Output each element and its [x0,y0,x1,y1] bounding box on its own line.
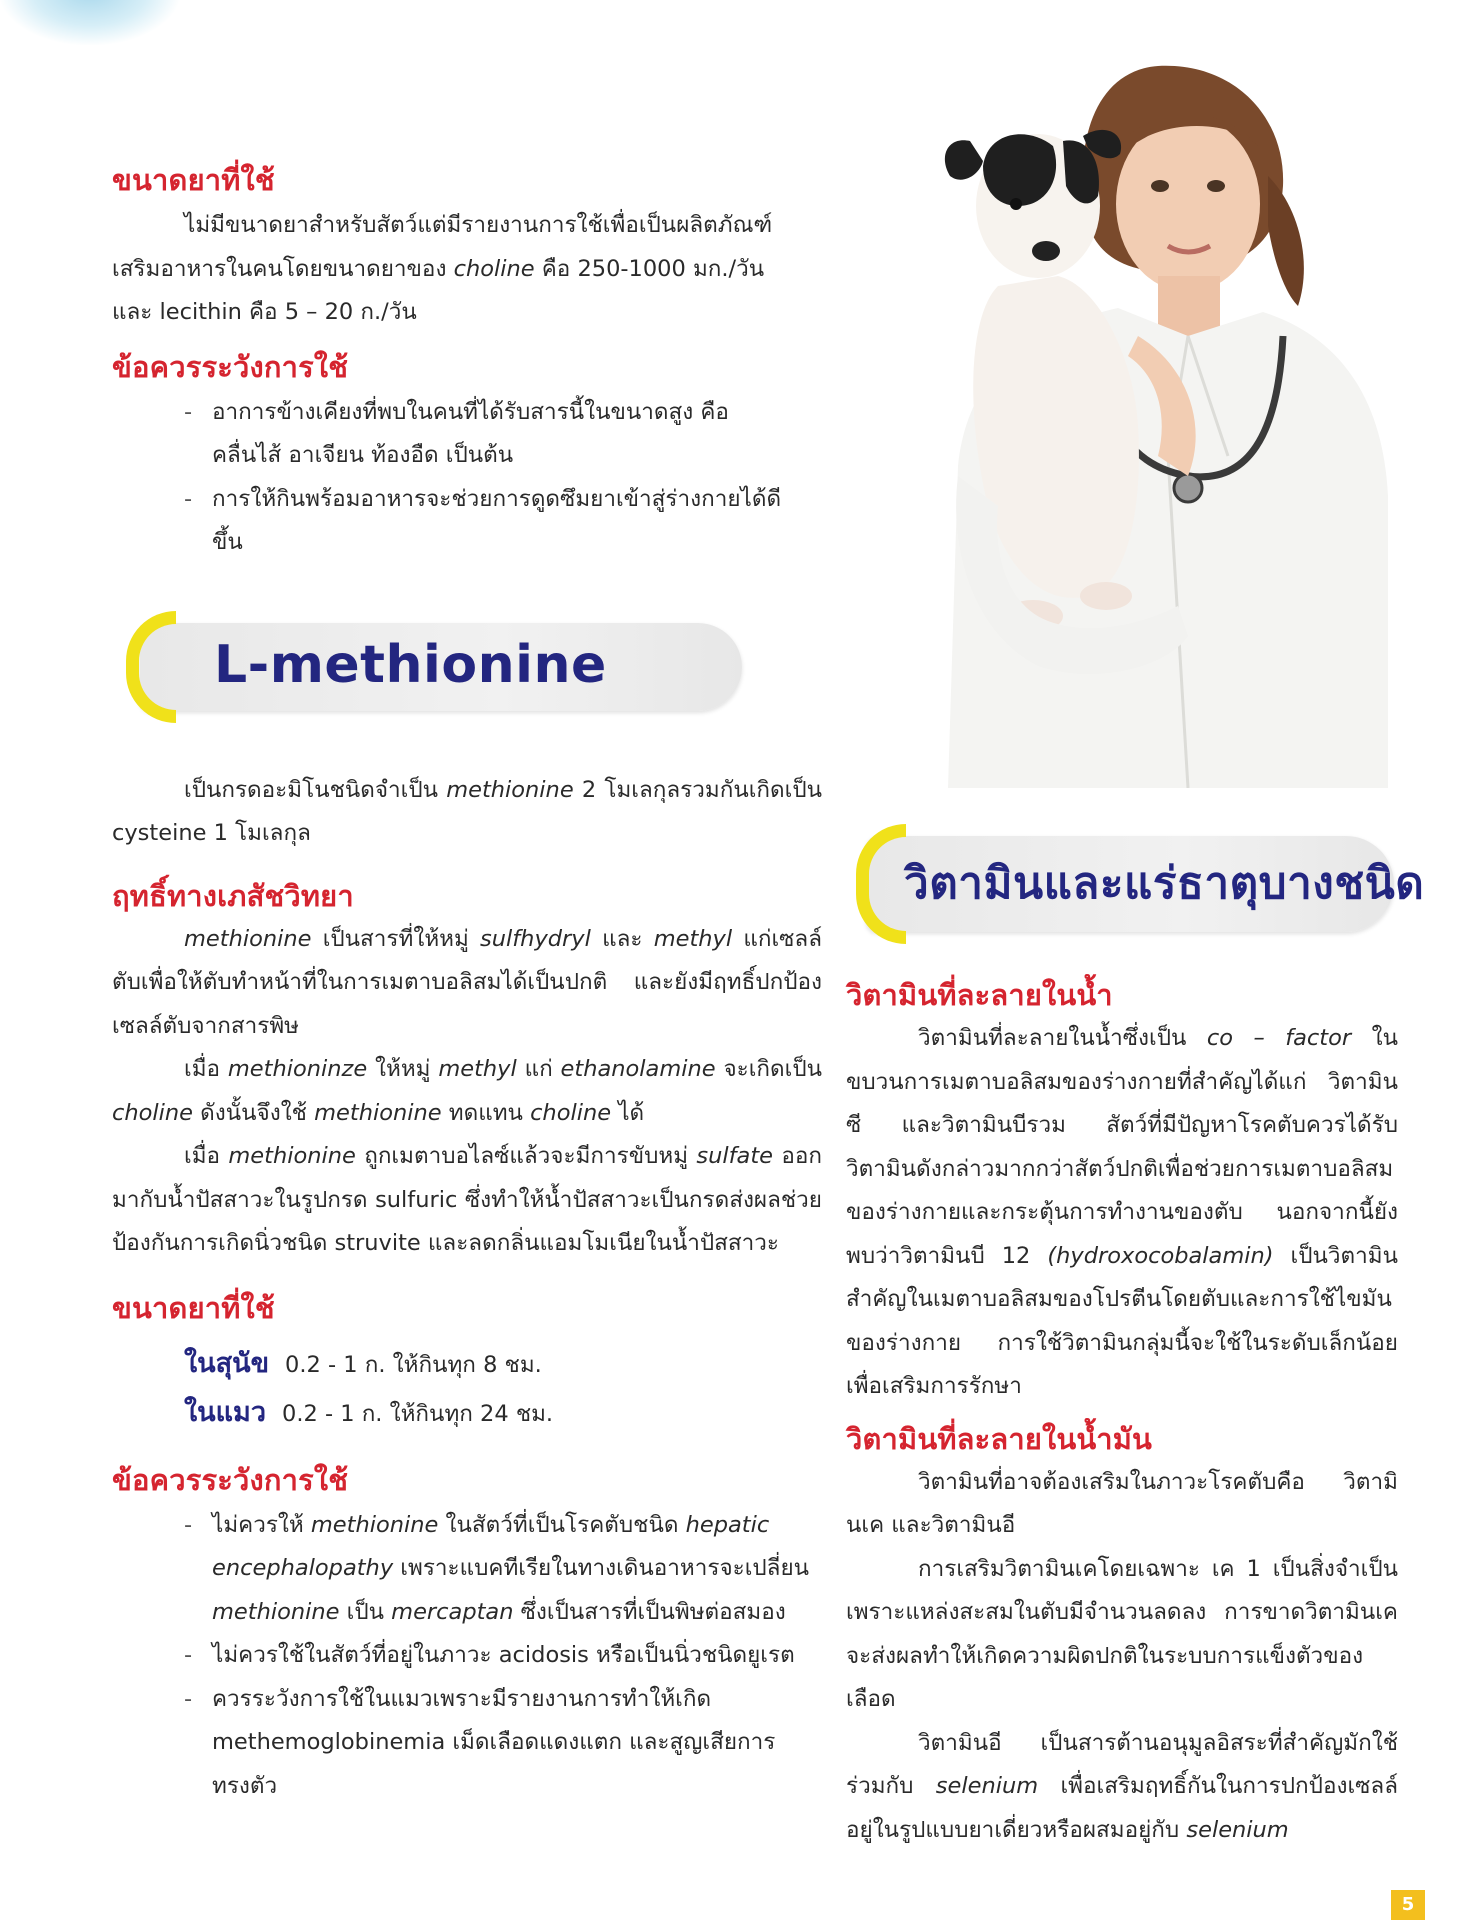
water-soluble-text: วิตามินที่ละลายในน้ำซึ่งเป็น co – factor ในขบวนการเมตาบอลิสมของร่างกายที่สำคัญได้แก่ วิตามินซี และวิตามินบีรวม สัตว์ที่มีปัญหาโรคตับควรได้รับวิตามินดังกล่าวมากกว่าสัตว์ปกติเพื่อช่วยการเมตาบอลิสมของร่างกายและกระตุ้นการทำงานของตับ นอกจากนี้ยังพบว่าวิตามินบี 12 (hydroxocobalamin) เป็นวิตามินสำคัญในเมตาบอลิสมของโปรตีนโดยตับและการใช้ไขมันของร่างกาย การใช้วิตามินกลุ่มนี้จะใช้ในระดับเล็กน้อยเพื่อเสริมการรักษา [846,1025,1398,1399]
methionine-title: L-methionine [214,634,607,695]
water-soluble-heading: วิตามินที่ละลายในน้ำ [846,978,1113,1012]
methionine-banner [110,605,742,727]
list-item: - ควรระวังการใช้ในแมวเพราะมีรายงานการทำให้เกิด methemoglobinemia เม็ดเลือดแดงแตก และสูญเสียการทรงตัว [184,1678,822,1809]
fat-soluble-para-2: การเสริมวิตามินเคโดยเฉพาะ เค 1 เป็นสิ่งจำเป็น เพราะแหล่งสะสมในตับมีจำนวนลดลง การขาดวิตามินเคจะส่งผลทำให้เกิดความผิดปกติในระบบการแข็งตัวของเลือด [846,1555,1398,1712]
dosage-text: ไม่มีขนาดยาสำหรับสัตว์แต่มีรายงานการใช้เพื่อเป็นผลิตภัณฑ์ เสริมอาหารในคนโดยขนาดยาของ choline คือ 250-1000 มก./วัน และ lecithin คือ 5 – 20 ก./วัน [112,212,773,325]
pharmacology-para-2: เมื่อ methioninze ให้หมู่ methyl แก่ ethanolamine จะเกิดเป็น choline ดังนั้นจึงใช้ methionine ทดแทน choline ได้ [112,1056,822,1126]
pharmacology-heading: ฤทธิ์ทางเภสัชวิทยา [112,878,354,913]
methionine-caution-list [112,1504,822,1809]
veterinarian-with-puppy-photo [888,36,1388,788]
vitamins-title: วิตามินและแร่ธาตุบางชนิด [904,858,1425,909]
caution-list [112,391,804,565]
methionine-intro: เป็นกรดอะมิโนชนิดจำเป็น methionine 2 โมเลกุลรวมกันเกิดเป็น cysteine 1 โมเลกุล [112,776,822,846]
cat-label: ในแมว [184,1396,267,1428]
dosage-heading: ขนาดยาที่ใช้ [112,163,275,197]
fat-soluble-para-3: วิตามินอี เป็นสารต้านอนุมูลอิสระที่สำคัญมักใช้ร่วมกับ selenium เพื่อเสริมฤทธิ์กันในการปกป้องเซลล์ อยู่ในรูปแบบยาเดี่ยวหรือผสมอยู่กับ selenium [846,1729,1398,1843]
pharmacology-para-1: methionine เป็นสารที่ให้หมู่ sulfhydryl และ methyl แก่เซลล์ตับเพื่อให้ตับทำหน้าที่ในการเมตาบอลิสมได้เป็นปกติ และยังมีฤทธิ์ปกป้องเซลล์ตับจากสารพิษ [112,925,822,1039]
page-number: 5 [1391,1890,1425,1920]
right-column [846,975,1398,1852]
dog-label: ในสุนัข [184,1347,270,1379]
list-item: - อาการข้างเคียงที่พบในคนที่ได้รับสารนี้ในขนาดสูง คือ คลื่นไส้ อาเจียน ท้องอืด เป็นต้น [184,391,804,478]
dog-dose: 0.2 - 1 ก. ให้กินทุก 8 ชม. [285,1351,542,1378]
list-item: - ไม่ควรใช้ในสัตว์ที่อยู่ในภาวะ acidosis หรือเป็นนิ่วชนิดยูเรต [184,1634,822,1678]
left-column [112,160,822,1808]
fat-soluble-para-1: วิตามินที่อาจต้องเสริมในภาวะโรคตับคือ วิตามินเค และวิตามินอี [846,1468,1398,1538]
banner-bracket-left [856,824,906,944]
pharmacology-para-3: เมื่อ methionine ถูกเมตาบอไลซ์แล้วจะมีการขับหมู่ sulfate ออกมากับน้ำปัสสาวะในรูปกรด sulfuric ซึ่งทำให้น้ำปัสสาวะเป็นกรดส่งผลช่วยป้องกันการเกิดนิ่วชนิด struvite และลดกลิ่นแอมโมเนียในน้ำปัสสาวะ [112,1143,822,1256]
dosage-row-cat [112,1389,822,1438]
caution-heading: ข้อควรระวังการใช้ [112,349,349,384]
methionine-dosage-heading: ขนาดยาที่ใช้ [112,1290,275,1325]
list-item: - การให้กินพร้อมอาหารจะช่วยการดูดซึมยาเข้าสู่ร่างกายได้ดีขึ้น [184,478,804,565]
dosage-table [112,1340,822,1438]
list-item: - ไม่ควรให้ methionine ในสัตว์ที่เป็นโรคตับชนิด hepatic encephalopathy เพราะแบคทีเรียในทางเดินอาหารจะเปลี่ยน methionine เป็น mercaptan ซึ่งเป็นสารที่เป็นพิษต่อสมอง [184,1504,822,1635]
dosage-row-dog [112,1340,822,1389]
cat-dose: 0.2 - 1 ก. ให้กินทุก 24 ชม. [282,1400,554,1427]
fat-soluble-heading: วิตามินที่ละลายในน้ำมัน [846,1421,1153,1456]
vitamins-banner [846,822,1425,944]
page-corner-decoration [0,0,180,45]
methionine-caution-heading: ข้อควรระวังการใช้ [112,1462,349,1497]
banner-bracket-left [126,611,176,723]
photo-illustration [888,36,1388,788]
